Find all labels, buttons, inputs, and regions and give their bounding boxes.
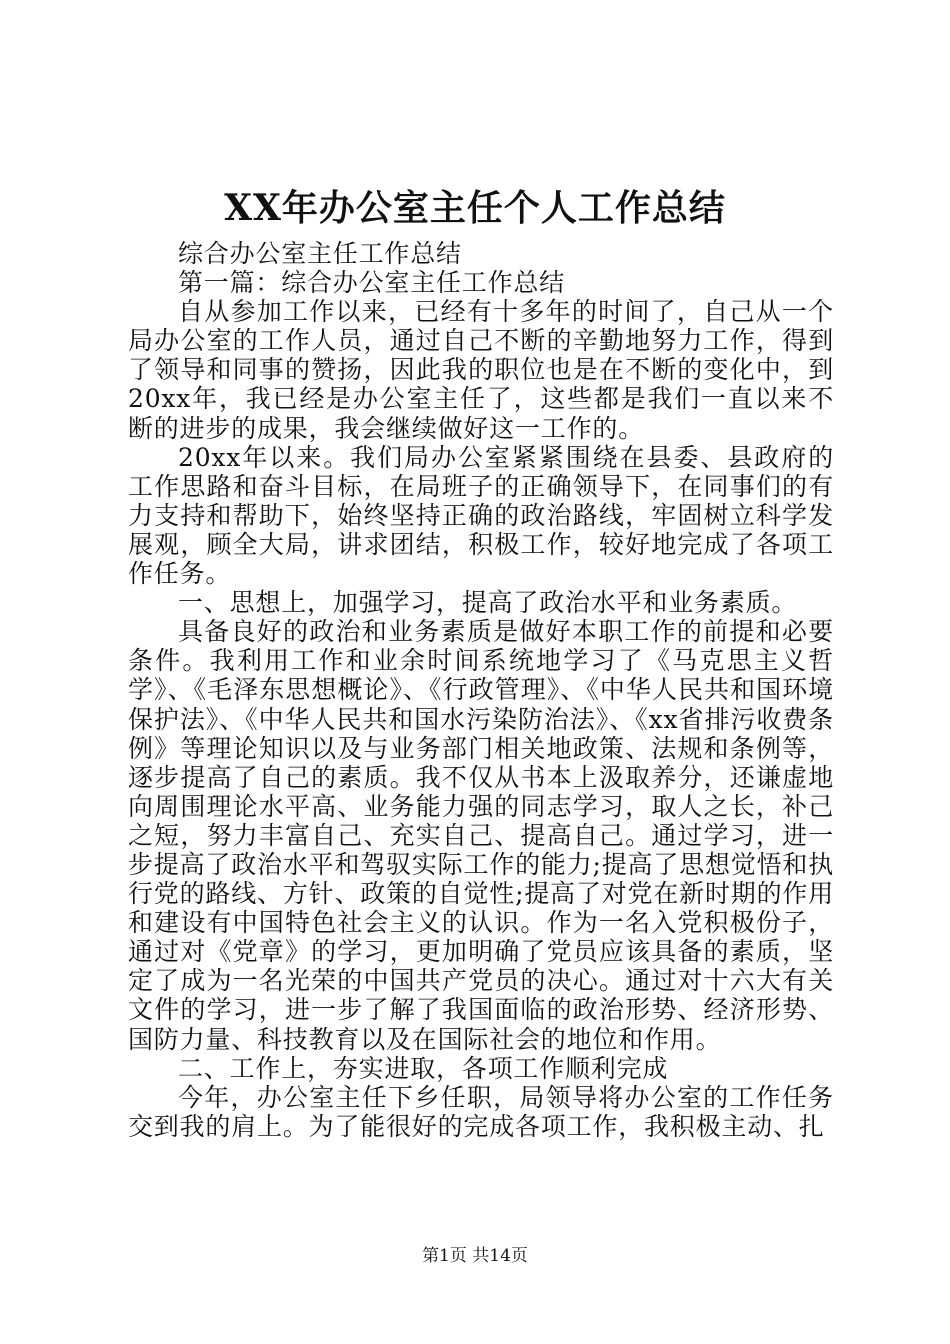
paragraph-section-heading: 第一篇：综合办公室主任工作总结 bbox=[178, 268, 566, 298]
paragraph-overview: 20xx年以来。我们局办公室紧紧围绕在县委、县政府的工作思路和奋斗目标，在局班子的正确领导下，在同事们的有力支持和帮助下，始终坚持正确的政治路线，牢固树立科学发展观，顾全大局，讲求团结，积极工作，较好地完成了各项工作任务。 bbox=[128, 442, 834, 589]
page-number-footer: 第1页 共14页 bbox=[422, 1246, 528, 1266]
paragraph-heading-1: 一、思想上，加强学习，提高了政治水平和业务素质。 bbox=[178, 588, 798, 618]
paragraph-intro: 自从参加工作以来，已经有十多年的时间了，自己从一个局办公室的工作人员，通过自己不断的辛勤地努力工作，得到了领导和同事的赞扬，因此我的职位也是在不断的变化中，到20xx年，我已经是办公室主任了，这些都是我们一直以来不断的进步的成果，我会继续做好这一工作的。 bbox=[128, 297, 834, 443]
paragraph-study: 具备良好的政治和业务素质是做好本职工作的前提和必要条件。我利用工作和业余时间系统地学习了《马克思主义哲学》、《毛泽东思想概论》、《行政管理》、《中华人民共和国环境保护法》、《中华人民共和国水污染防治法》、《xx省排污收费条例》等理论知识以及与业务部门相关地政策、法规和条例等，逐步提高了自己的素质。我不仅从书本上汲取养分，还谦虚地向周围理论水平高、业务能力强的同志学习，取人之长，补己之短，努力丰富自己、充实自己、提高自己。通过学习，进一步提高了政治水平和驾驭实际工作的能力;提高了思想觉悟和执行党的路线、方针、政策的自觉性;提高了对党在新时期的作用和建设有中国特色社会主义的认识。作为一名入党积极份子，通过对《党章》的学习，更加明确了党员应该具备的素质，坚定了成为一名光荣的中国共产党员的决心。通过对十六大有关文件的学习，进一步了解了我国面临的政治形势、经济形势、国防力量、科技教育以及在国际社会的地位和作用。 bbox=[128, 617, 834, 1054]
paragraph-heading-2: 二、工作上，夯实进取，各项工作顺利完成 bbox=[178, 1053, 669, 1083]
paragraph-subtitle: 综合办公室主任工作总结 bbox=[178, 239, 462, 268]
document-body bbox=[128, 239, 834, 1141]
document-title: XX年办公室主任个人工作总结 bbox=[224, 187, 726, 229]
paragraph-work: 今年，办公室主任下乡任职，局领导将办公室的工作任务交到我的肩上。为了能很好的完成各项工作，我积极主动、扎 bbox=[128, 1082, 834, 1141]
